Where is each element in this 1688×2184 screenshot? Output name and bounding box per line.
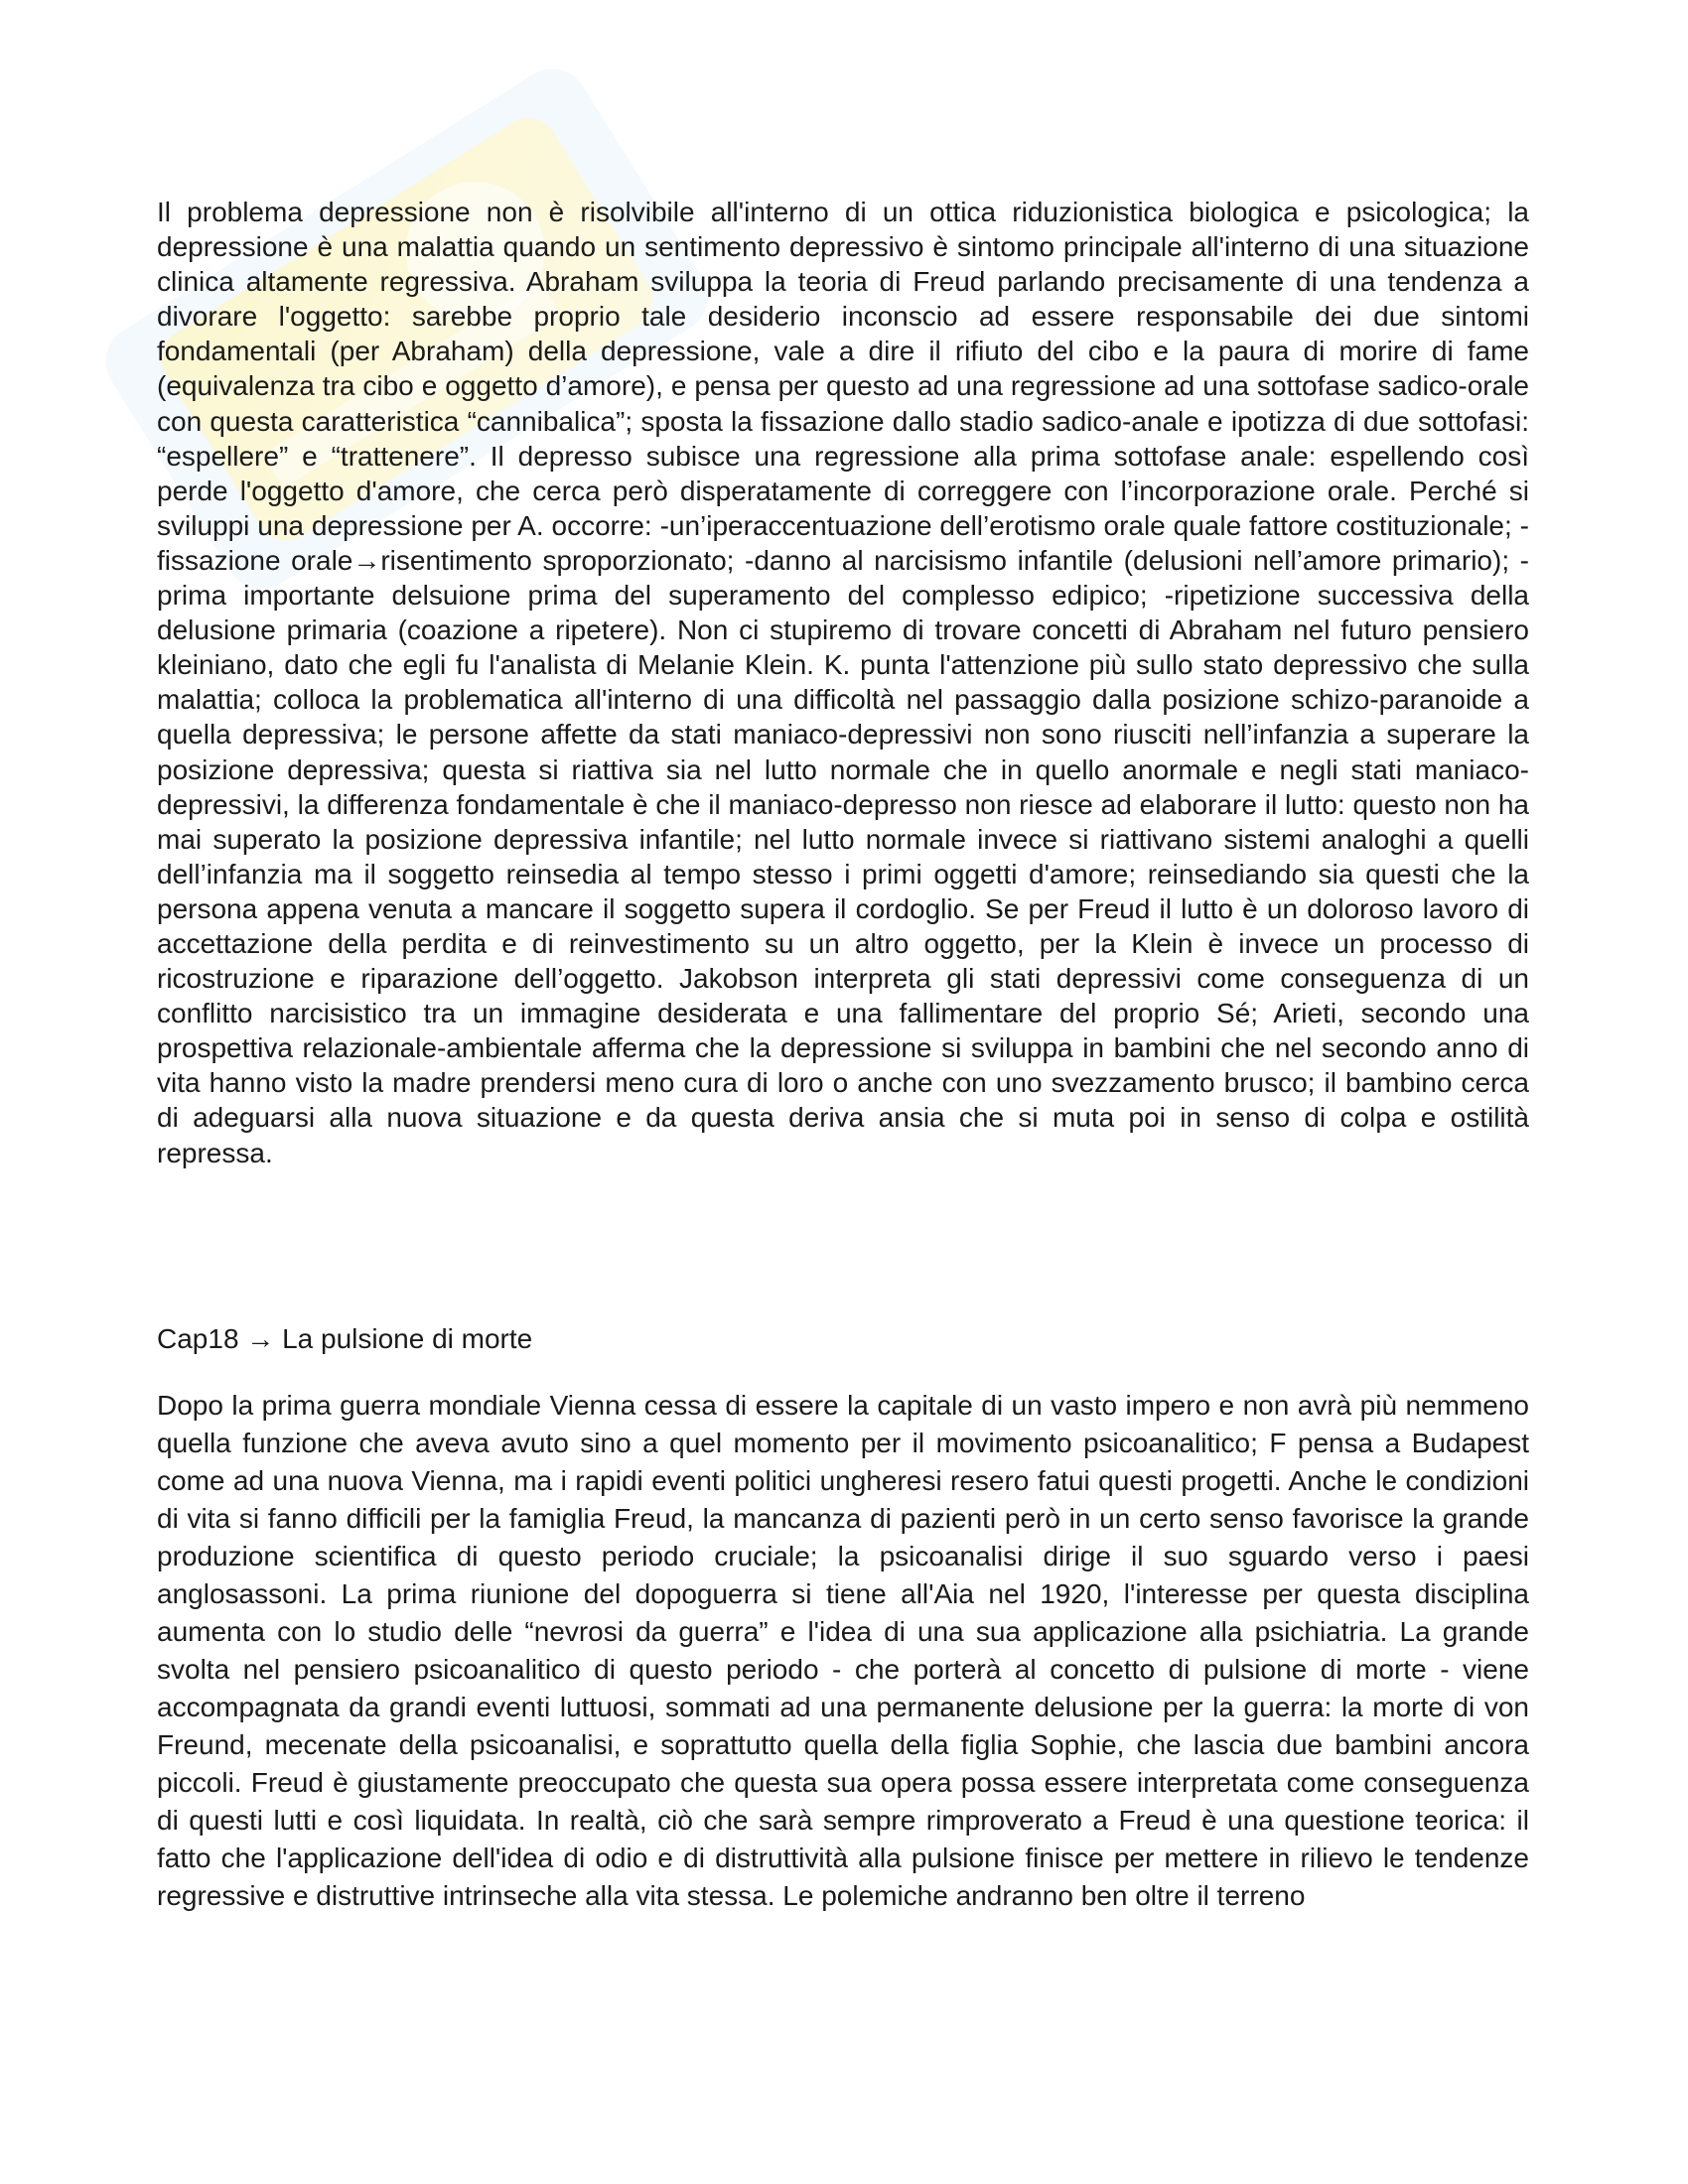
chapter-heading <box>157 1321 1529 1356</box>
paragraph-depression: Il problema depressione non è risolvibile all'interno di un ottica riduzionistica biologica e psicologica; la depressione è una malattia quando un sentimento depressivo è sintomo principale all'interno di una situazione clinica altamente regressiva. Abraham sviluppa la teoria di Freud parlando precisamente di una tendenza a divorare l'oggetto: sarebbe proprio tale desiderio inconscio ad essere responsabile dei due sintomi fondamentali (per Abraham) della depressione, vale a dire il rifiuto del cibo e la paura di morire di fame (equivalenza tra cibo e oggetto d’amore), e pensa per questo ad una regressione ad una sottofase sadico-orale con questa caratteristica “cannibalica”; sposta la fissazione dallo stadio sadico-anale e ipotizza di due sottofasi: “espellere” e “trattenere”. Il depresso subisce una regressione alla prima sottofase anale: espellendo così perde l'oggetto d'amore, che cerca però disperatamente di correggere con l’incorporazione orale. Perché si sviluppi una depressione per A. occorre: -un’iperaccentuazione dell’erotismo orale quale fattore costituzionale; -fissazione orale→risentimento sproporzionato; -danno al narcisismo infantile (delusioni nell’amore primario); -prima importante delsuione prima del superamento del complesso edipico; -ripetizione successiva della delusione primaria (coazione a ripetere). Non ci stupiremo di trovare concetti di Abraham nel futuro pensiero kleiniano, dato che egli fu l'analista di Melanie Klein. K. punta l'attenzione più sullo stato depressivo che sulla malattia; colloca la problematica all'interno di una difficoltà nel passaggio dalla posizione schizo-paranoide a quella depressiva; le persone affette da stati maniaco-depressivi non sono riusciti nell’infanzia a superare la posizione depressiva; questa si riattiva sia nel lutto normale che in quello anormale e negli stati maniaco-depressivi, la differenza fondamentale è che il maniaco-depresso non riesce ad elaborare il lutto: questo non ha mai superato la posizione depressiva infantile; nel lutto normale invece si riattivano sistemi analoghi a quelli dell’infanzia ma il soggetto reinsedia al tempo stesso i primi oggetti d'amore; reinsediando sia questi che la persona appena venuta a mancare il soggetto supera il cordoglio. Se per Freud il lutto è un doloroso lavoro di accettazione della perdita e di reinvestimento su un altro oggetto, per la Klein è invece un processo di ricostruzione e riparazione dell’oggetto. Jakobson interpreta gli stati depressivi come conseguenza di un conflitto narcisistico tra un immagine desiderata e una fallimentare del proprio Sé; Arieti, secondo una prospettiva relazionale-ambientale afferma che la depressione si sviluppa in bambini che nel secondo anno di vita hanno visto la madre prendersi meno cura di loro o anche con uno svezzamento brusco; il bambino cerca di adeguarsi alla nuova situazione e da questa deriva ansia che si muta poi in senso di colpa e ostilità repressa. <box>157 197 1529 1168</box>
paragraph-death-drive: Dopo la prima guerra mondiale Vienna cessa di essere la capitale di un vasto impero e non avrà più nemmeno quella funzione che aveva avuto sino a quel momento per il movimento psicoanalitico; F pensa a Budapest come ad una nuova Vienna, ma i rapidi eventi politici ungheresi resero fatui questi progetti. Anche le condizioni di vita si fanno difficili per la famiglia Freud, la mancanza di pazienti però in un certo senso favorisce la grande produzione scientifica di questo periodo cruciale; la psicoanalisi dirige il suo sguardo verso i paesi anglosassoni. La prima riunione del dopoguerra si tiene all'Aia nel 1920, l'interesse per questa disciplina aumenta con lo studio delle “nevrosi da guerra” e l'idea di una sua applicazione alla psichiatria. La grande svolta nel pensiero psicoanalitico di questo periodo - che porterà al concetto di pulsione di morte - viene accompagnata da grandi eventi luttuosi, sommati ad una permanente delusione per la guerra: la morte di von Freund, mecenate della psicoanalisi, e soprattutto quella della figlia Sophie, che lascia due bambini ancora piccoli. Freud è giustamente preoccupato che questa sua opera possa essere interpretata come conseguenza di questi lutti e così liquidata. In realtà, ciò che sarà sempre rimproverato a Freud è una questione teorica: il fatto che l'applicazione dell'idea di odio e di distruttività alla pulsione finisce per mettere in rilievo le tendenze regressive e distruttive intrinseche alla vita stessa. Le polemiche andranno ben oltre il terreno <box>157 1389 1529 1911</box>
arrow-icon: → <box>246 1322 275 1354</box>
chapter-number: Cap18 <box>157 1322 239 1354</box>
chapter-title: La pulsione di morte <box>282 1322 533 1354</box>
document-page <box>157 195 1529 1915</box>
